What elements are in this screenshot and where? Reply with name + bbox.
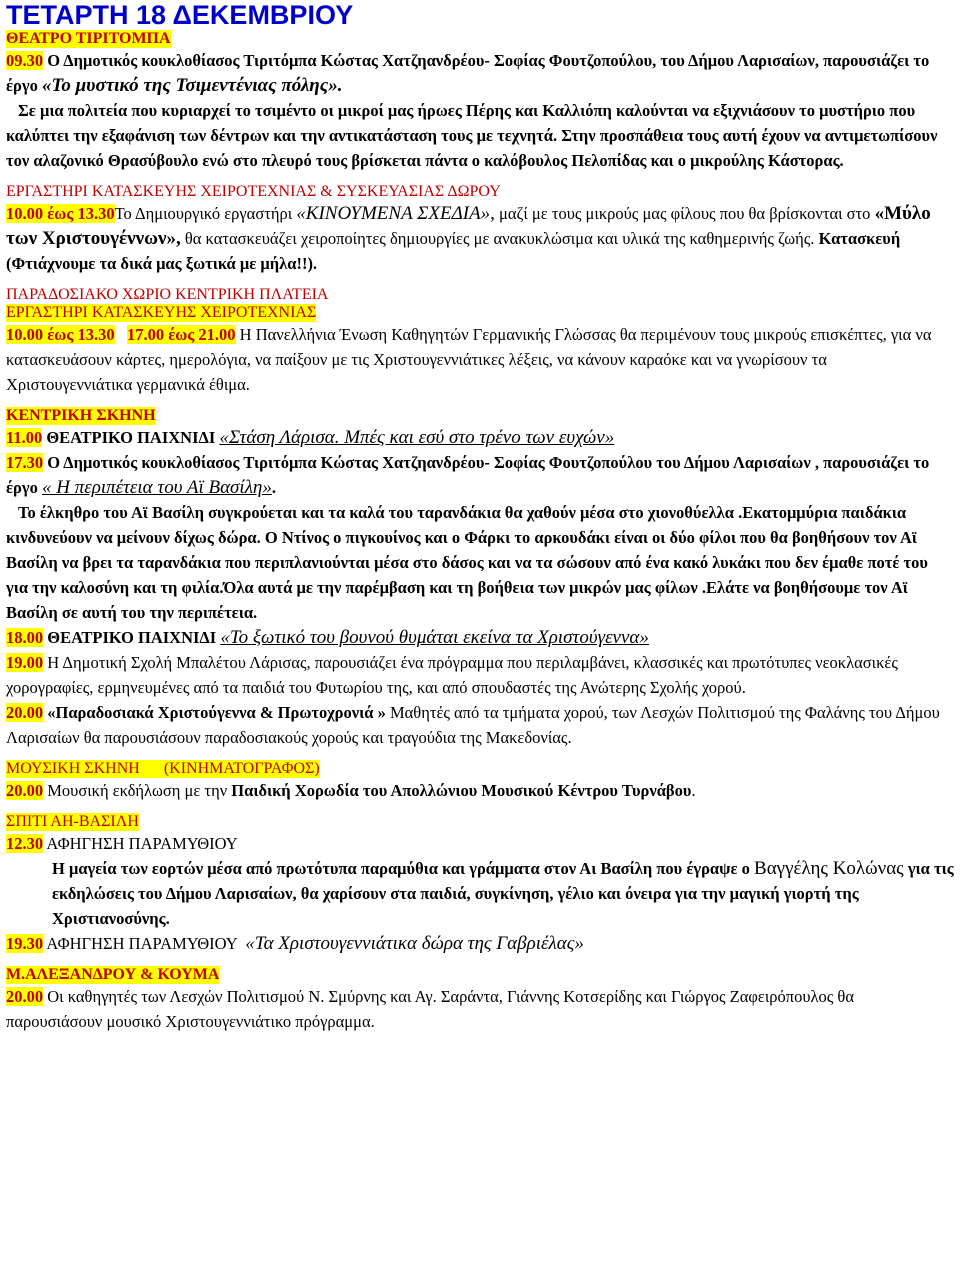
section-subheading: ΕΡΓΑΣΤΗΡΙ ΚΑΤΑΣΚΕΥΗΣ ΧΕΙΡΟΤΕΧΝΙΑΣ — [6, 304, 317, 321]
section-theatre — [6, 30, 954, 173]
event-paragraph: 10.00 έως 13.30 17.00 έως 21.00 Η Πανελλήνια Ένωση Καθηγητών Γερμανικής Γλώσσας θα περιμένουν τους μικρούς επισκέπτες, για να κατασκευάσουν κάρτες, ημερολόγια, να παίξουν με τις Χριστουγεννιάτικες λέξεις, να κάνουν καραόκε και να γνωρίσουν τα Χριστουγεννιάτικα γερμανικά έθιμα. — [6, 325, 932, 394]
event-paragraph: 19.00 Η Δημοτική Σχολή Μπαλέτου Λάρισας, παρουσιάζει ένα πρόγραμμα που περιλαμβάνει, κλασσικές και πρωτότυπες νεοκλασικές χορογραφίες, ερμηνευμένες από τα παιδιά του Φυτωρίου της, και από σπουδαστές της Ανώτερης Σχολής χορού. — [6, 653, 898, 697]
section-heading: ΣΠΙΤΙ ΑΗ-ΒΑΣΙΛΗ — [6, 813, 139, 830]
event-time: 10.00 έως 13.30 — [6, 325, 115, 344]
section-heading: ΠΑΡΑΔΟΣΙΑΚΟ ΧΩΡΙΟ ΚΕΝΤΡΙΚΗ ΠΛΑΤΕΙΑ — [6, 286, 329, 303]
event-time: 19.30 — [6, 934, 44, 953]
event-paragraph: 11.00 ΘΕΑΤΡΙΚΟ ΠΑΙΧΝΙΔΙ «Στάση Λάρισα. Μπές και εσύ στο τρένο των ευχών» — [6, 427, 615, 448]
author-name: Βαγγέλης Κολώνας — [754, 858, 904, 879]
event-description: Το έλκηθρο του Αϊ Βασίλη συγκρούεται και τα καλά του ταρανδάκια θα χαθούν μέσα στο χιονοθύελλα .Εκατομμύρια παιδάκια κινδυνεύουν να μείνουν δίχως δώρα. Ο Ντίνος ο πιγκουίνος και ο Φάρκι το αρκουδάκι είναι οι δύο φίλοι που θα βοηθήσουν τον Αϊ Βασίλη να βρει τα ταρανδάκια που περιπλανιούνται μέσα στο δάσος και να τα σώσουν από ένα κακό λυκάκι που δεν έμαθε ποτέ του για την καλοσύνη και τη φιλία.Όλα αυτά με την παρέμβαση και τη βοήθεια των μικρών μας φίλων .Ελάτε να βοηθήσουμε τον Αϊ Βασίλη σε αυτή του την περιπέτεια. — [6, 503, 928, 622]
event-paragraph: 18.00 ΘΕΑΤΡΙΚΟ ΠΑΙΧΝΙΔΙ «Το ξωτικό του βουνού θυμάται εκείνα τα Χριστούγεννα» — [6, 627, 649, 648]
event-paragraph: 10.00 έως 13.30Το Δημιουργικό εργαστήρι «ΚΙΝΟΥΜΕΝΑ ΣΧΕΔΙΑ», μαζί με τους μικρούς μας φίλους που θα βρίσκονται στο «Μύλο των Χριστουγέννων», θα κατασκευάζει χειροποίητες δημιουργίες με ανακυκλώσιμα και υλικά της καθημερινής ζωής. Κατασκευή (Φτιάχνουμε τα δικά μας ξωτικά με μήλα!!). — [6, 203, 931, 273]
section-heading: ΚΕΝΤΡΙΚΗ ΣΚΗΝΗ — [6, 407, 156, 424]
page-title: ΤΕΤΑΡΤΗ 18 ΔΕΚΕΜΒΡΙΟΥ — [6, 0, 354, 30]
section-village-square — [6, 286, 954, 397]
event-paragraph: 20.00 Μουσική εκδήλωση με την Παιδική Χορωδία του Απολλώνιου Μουσικού Κέντρου Τυρνάβου. — [6, 781, 696, 800]
workshop-name: «ΚΙΝΟΥΜΕΝΑ ΣΧΕΔΙΑ», — [296, 203, 495, 224]
section-heading: Μ.ΑΛΕΞΑΝΔΡΟΥ & ΚΟΥΜΑ — [6, 966, 220, 983]
event-title: «Παραδοσιακά Χριστούγεννα & Πρωτοχρονιά » — [47, 703, 386, 722]
section-alexandrou-kouma — [6, 966, 954, 1034]
event-paragraph: 20.00 Οι καθηγητές των Λεσχών Πολιτισμού Ν. Σμύρνης και Αγ. Σαράντα, Γιάννης Κοτσερίδης και Γιώργος Ζαφειρόπουλος θα παρουσιάσουν μουσικό Χριστουγεννιάτικο πρόγραμμα. — [6, 987, 854, 1031]
play-title: « Η περιπέτεια του Αϊ Βασίλη» — [41, 477, 272, 498]
section-heading: ΜΟΥΣΙΚΗ ΣΚΗΝΗ (ΚΙΝΗΜΑΤΟΓΡΑΦΟΣ) — [6, 760, 320, 777]
event-time: 20.00 — [6, 703, 44, 722]
section-music-stage — [6, 760, 954, 803]
section-heading: ΘΕΑΤΡΟ ΤΙΡΙΤΟΜΠΑ — [6, 30, 171, 47]
event-paragraph: 19.30 ΑΦΗΓΗΣΗ ΠΑΡΑΜΥΘΙΟΥ «Τα Χριστουγεννιάτικα δώρα της Γαβριέλας» — [6, 933, 584, 954]
section-santa-house — [6, 813, 954, 956]
event-description: Η μαγεία των εορτών μέσα από πρωτότυπα παραμύθια και γράμματα στον Αι Βασίλη που έγραψε ο Βαγγέλης Κολώνας για τις εκδηλώσεις του Δήμου Λαρισαίων, θα χαρίσουν στα παιδιά, συγκίνηση, γέλιο και όνειρα για την μαγική γιορτή της Χριστιανοσύνης. — [52, 858, 954, 928]
venue-name: «Μύλο των Χριστουγέννων», — [6, 203, 931, 249]
event-time: 17.00 έως 21.00 — [126, 325, 236, 344]
play-title: «Στάση Λάρισα. Μπές και εσύ στο τρένο των ευχών» — [219, 427, 615, 448]
event-time: 18.00 — [6, 628, 44, 647]
section-workshop-gift — [6, 183, 954, 276]
event-time: 10.00 έως 13.30 — [6, 204, 115, 223]
play-title: «Το ξωτικό του βουνού θυμάται εκείνα τα Χριστούγεννα» — [220, 627, 649, 648]
section-heading: ΕΡΓΑΣΤΗΡΙ ΚΑΤΑΣΚΕΥΗΣ ΧΕΙΡΟΤΕΧΝΙΑΣ & ΣΥΣΚΕΥΑΣΙΑΣ ΔΩΡΟΥ — [6, 183, 501, 200]
event-paragraph: 09.30 Ο Δημοτικός κουκλοθίασος Τιριτόμπα Κώστας Χατζηανδρέου- Σοφίας Φουτζοπούλου, του Δήμου Λαρισαίων, παρουσιάζει το έργο «Το μυστικό της Τσιμεντένιας πόλης». — [6, 51, 930, 96]
event-time: 11.00 — [6, 428, 43, 447]
event-paragraph: 20.00 «Παραδοσιακά Χριστούγεννα & Πρωτοχρονιά » Μαθητές από τα τμήματα χορού, των Λεσχών Πολιτισμού της Φαλάνης του Δήμου Λαρισαίων θα παρουσιάσουν παραδοσιακούς χορούς και τραγούδια της Μακεδονίας. — [6, 703, 940, 747]
event-time: 20.00 — [6, 781, 44, 800]
event-description: Σε μια πολιτεία που κυριαρχεί το τσιμέντο οι μικροί μας ήρωες Πέρης και Καλλιόπη καλούνται να εξιχνιάσουν το μυστήριο που καλύπτει την εξαφάνιση των δέντρων και την αντικατάσταση τους με τεχνητά. Στην προσπάθεια τους αυτή έχουν να αντιμετωπίσουν τον αλαζονικό Θρασύβουλο ενώ στο πλευρό τους βρίσκεται πάντα ο καλόβουλος Πελοπίδας και ο μικρούλης Κάστορας. — [6, 101, 938, 170]
event-time: 12.30 — [6, 834, 44, 853]
event-time: 09.30 — [6, 51, 44, 70]
play-title: «Τα Χριστουγεννιάτικα δώρα της Γαβριέλας» — [245, 933, 584, 954]
performer-name: Παιδική Χορωδία του Απολλώνιου Μουσικού Κέντρου Τυρνάβου — [231, 781, 692, 800]
event-time: 20.00 — [6, 987, 44, 1006]
event-paragraph: 17.30 Ο Δημοτικός κουκλοθίασος Τιριτόμπα Κώστας Χατζηανδρέου- Σοφίας Φουτζοπούλου του Δήμου Λαρισαίων , παρουσιάζει το έργο « Η περιπέτεια του Αϊ Βασίλη». — [6, 453, 930, 498]
play-title: «Το μυστικό της Τσιμεντένιας πόλης». — [41, 75, 343, 96]
event-paragraph: 12.30 ΑΦΗΓΗΣΗ ΠΑΡΑΜΥΘΙΟΥ — [6, 834, 238, 853]
event-time: 17.30 — [6, 453, 44, 472]
event-time: 19.00 — [6, 653, 44, 672]
section-central-stage — [6, 407, 954, 750]
